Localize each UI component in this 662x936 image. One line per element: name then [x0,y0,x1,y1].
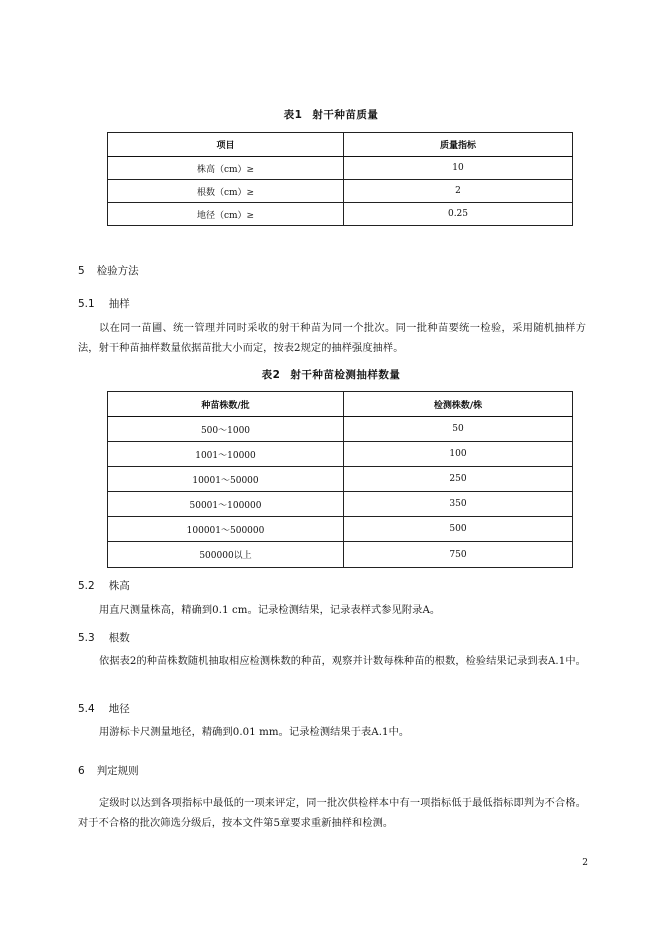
table-cell: 500000以上 [108,542,344,568]
table-cell: 2 [344,180,573,203]
section-number: 5 [78,265,85,277]
section-title: 地径 [108,703,130,715]
table1-caption-title: 射干种苗质量 [312,109,379,121]
table-cell: 100 [344,442,573,467]
table-cell: 50 [344,417,573,442]
table-row [108,517,573,542]
section-title: 检验方法 [96,265,139,277]
table-cell: 100001～500000 [108,517,344,542]
table1-caption-number: 表1 [283,109,303,121]
section-5-1-text: 以在同一苗圃、统一管理并同时采收的射干种苗为同一个批次。同一批种苗要统一检验，采用随机抽样方法，射干种苗抽样数量依据苗批大小而定，按表2规定的抽样强度抽样。 [78,323,586,354]
table-cell: 10001～50000 [108,467,344,492]
table-cell: 250 [344,467,573,492]
table-row [108,157,573,180]
table-cell: 750 [344,542,573,568]
table-cell: 1001～10000 [108,442,344,467]
seedling-quality-table [107,132,573,226]
table-header-cell: 检测株数/株 [344,392,573,417]
table2-caption-title: 射干种苗检测抽样数量 [290,369,401,381]
section-number: 5.4 [78,703,95,715]
section-5-2-text: 用直尺测量株高，精确到0.1 cm。记录检测结果，记录表样式参见附录A。 [99,605,441,616]
section-5-4-text: 用游标卡尺测量地径，精确到0.01 mm。记录检测结果于表A.1中。 [99,727,410,738]
table-header-cell: 项目 [108,133,344,157]
table-row [108,467,573,492]
section-number: 5.3 [78,632,95,644]
table-row [108,180,573,203]
sampling-quantity-table [107,391,573,568]
section-number: 5.1 [78,298,95,310]
section-6-heading [78,763,139,778]
section-title: 根数 [108,632,130,644]
section-title: 株高 [108,580,130,592]
table2-caption-number: 表2 [261,369,281,381]
table-row [108,203,573,226]
section-5-2-heading [78,578,130,593]
table-cell: 10 [344,157,573,180]
table-row [108,542,573,568]
table2-caption [0,367,662,382]
section-6-text: 定级时以达到各项指标中最低的一项来评定，同一批次供检样本中有一项指标低于最低指标即判为不合格。对于不合格的批次筛选分级后，按本文件第5章要求重新抽样和检测。 [78,798,586,829]
table-cell: 50001～100000 [108,492,344,517]
table-cell: 0.25 [344,203,573,226]
table-cell: 株高（cm）≥ [108,157,344,180]
table-header-cell: 种苗株数/批 [108,392,344,417]
table-header-row [108,392,573,417]
table-header-cell: 质量指标 [344,133,573,157]
table-row [108,492,573,517]
table-cell: 根数（cm）≥ [108,180,344,203]
section-number: 5.2 [78,580,95,592]
table-row [108,417,573,442]
section-5-4-heading [78,701,130,716]
table-cell: 500～1000 [108,417,344,442]
section-5-3-heading [78,630,130,645]
table-cell: 350 [344,492,573,517]
table-row [108,442,573,467]
section-5-heading [78,263,139,278]
table-header-row [108,133,573,157]
table1-caption [0,107,662,122]
section-title: 判定规则 [96,765,139,777]
page-number: 2 [582,858,588,868]
table-cell: 地径（cm）≥ [108,203,344,226]
section-number: 6 [78,765,85,777]
section-title: 抽样 [108,298,130,310]
table-cell: 500 [344,517,573,542]
section-5-3-text: 依据表2的种苗株数随机抽取相应检测株数的种苗，观察并计数每株种苗的根数，检验结果记录到表A.1中。 [99,656,586,667]
section-5-1-heading [78,296,130,311]
